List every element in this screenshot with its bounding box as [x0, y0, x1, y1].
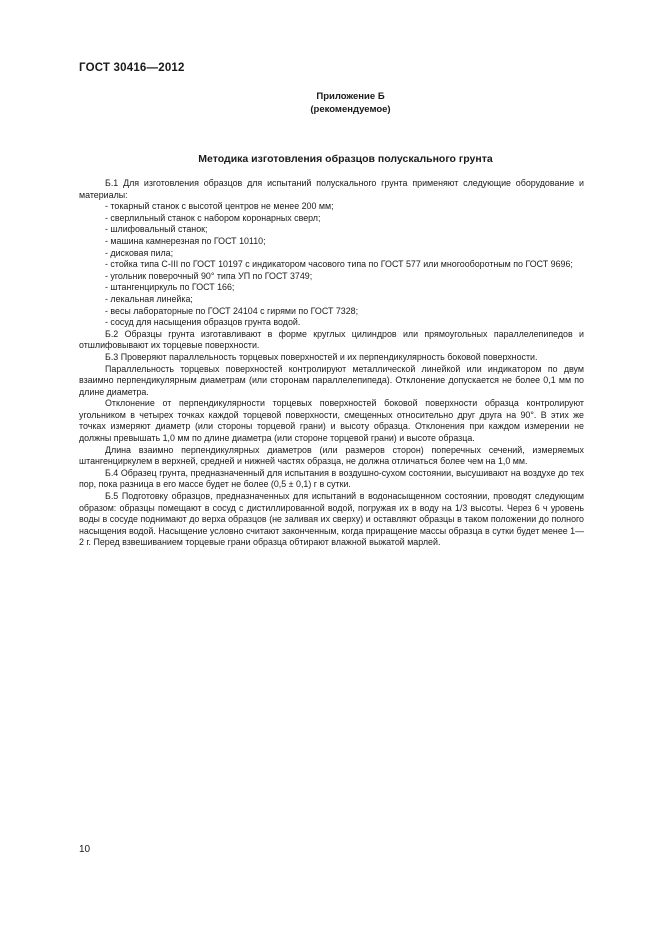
- list-item: - сверлильный станок с набором коронарных сверл;: [105, 212, 321, 223]
- paragraph-parallelism: Параллельность торцевых поверхностей контролируют металлической линейкой или индикатором по двум взаимно перпендикулярным диаметрам (или сторонам параллелепипеда). Отклонение допускается не более 0,1 мм по длине диаметра.: [79, 363, 584, 397]
- list-item: - токарный станок с высотой центров не менее 200 мм;: [105, 201, 334, 212]
- page-number: 10: [79, 844, 91, 855]
- paragraph-b3: Б.3 Проверяют параллельность торцевых поверхностей и их перпендикулярность боковой поверхности.: [105, 351, 538, 362]
- list-item: - дисковая пила;: [105, 247, 174, 258]
- list-item: - весы лабораторные по ГОСТ 24104 с гирями по ГОСТ 7328;: [105, 305, 359, 316]
- list-item: - угольник поверочный 90° типа УП по ГОСТ 3749;: [105, 270, 313, 281]
- paragraph-b1: Б.1 Для изготовления образцов для испытаний полускального грунта применяют следующие оборудование и материалы:: [79, 178, 584, 200]
- annex-title: Приложение Б: [316, 91, 385, 102]
- section-heading: Методика изготовления образцов полускального грунта: [198, 153, 493, 165]
- paragraph-b5: Б.5 Подготовку образцов, предназначенных для испытаний в водонасыщенном состоянии, проводят следующим образом: образцы помещают в сосуд с дистиллированной водой, погружая их в воду на 1/3 высоты. Через 6 ч уровень воды в сосуде поднимают до верха образцов (не заливая их сверху) и оставляют образцы в таком положении до полного насыщения водой. Насыщение условно считают законченным, когда приращение массы образца в сутки будет менее 1—2 г. Перед взвешиванием торцевые грани образца обтирают влажной выжатой марлей.: [79, 491, 584, 548]
- list-item: - лекальная линейка;: [105, 293, 193, 304]
- standard-code: ГОСТ 30416—2012: [79, 62, 185, 74]
- list-item: - сосуд для насыщения образцов грунта водой.: [105, 317, 301, 328]
- paragraph-diameters: Длина взаимно перпендикулярных диаметров (или размеров сторон) поперечных сечений, измеряемых штангенциркулем в верхней, средней и нижней частях образца, не должна отличаться более чем на 1,0 мм.: [79, 444, 584, 467]
- list-item: - стойка типа С-III по ГОСТ 10197 с индикатором часового типа по ГОСТ 577 или многооборотным по ГОСТ 9696;: [105, 259, 573, 270]
- paragraph-b2: Б.2 Образцы грунта изготавливают в форме круглых цилиндров или прямоугольных параллелепипедов и отшлифовывают их торцевые поверхности.: [79, 328, 584, 351]
- paragraph-b4: Б.4 Образец грунта, предназначенный для испытания в воздушно-сухом состоянии, высушивают на воздухе до тех пор, пока разница в его массе будет не более (0,5 ± 0,1) г в сутки.: [79, 467, 584, 490]
- body-text: [79, 178, 584, 549]
- list-item: - шлифовальный станок;: [105, 224, 208, 235]
- annex-status: (рекомендуемое): [310, 104, 391, 115]
- list-item: - штангенциркуль по ГОСТ 166;: [105, 282, 235, 293]
- list-item: - машина камнерезная по ГОСТ 10110;: [105, 235, 266, 246]
- paragraph-perpendicularity: Отклонение от перпендикулярности торцевых поверхностей боковой поверхности образца контролируют угольником в четырех точках каждой торцевой поверхности, смещенных относительно друг друга на 90°. В этих же точках измеряют диаметр (или стороны торцевой грани) и высоту образца. Отклонения при каждом измерении не должны превышать 1,0 мм по длине диаметра (или стороне торцевой грани) и высоте образца.: [79, 398, 584, 444]
